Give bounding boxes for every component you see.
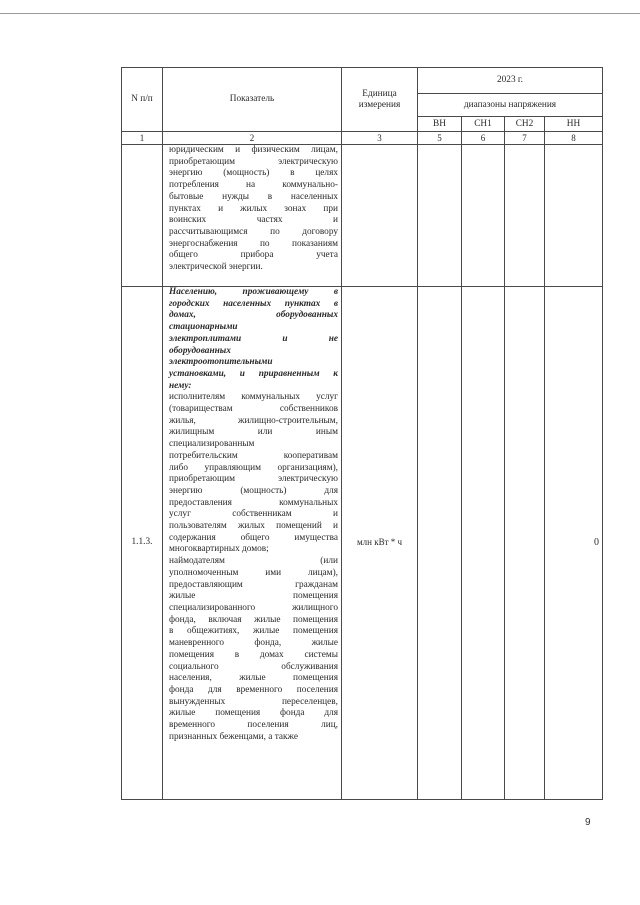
value-cell-sn1 bbox=[462, 145, 505, 287]
value-cell-nn bbox=[545, 145, 603, 287]
description-line: уполномоченным ими лицам), bbox=[169, 567, 338, 578]
description-line: жилые помещения bbox=[169, 591, 338, 602]
description-line: электроплитами и не bbox=[169, 333, 338, 344]
indicator-description bbox=[163, 287, 342, 800]
tariff-table bbox=[121, 67, 603, 800]
unit-cell bbox=[342, 145, 418, 287]
column-number: 1 bbox=[122, 132, 163, 145]
value-cell-nn: 0 bbox=[545, 287, 603, 800]
column-number: 8 bbox=[545, 132, 603, 145]
description-line: домах, оборудованных bbox=[169, 310, 338, 321]
description-line: пунктах и жилых зонах при bbox=[169, 203, 338, 214]
description-line: бытовые нужды в населенных bbox=[169, 191, 338, 202]
row-number: 1.1.3. bbox=[122, 287, 163, 800]
description-line: энергию (мощность) для bbox=[169, 485, 338, 496]
description-line: маневренного фонда, жилые bbox=[169, 638, 338, 649]
description-line: нему: bbox=[169, 380, 192, 391]
value-cell-sn1 bbox=[462, 287, 505, 800]
column-number: 6 bbox=[462, 132, 505, 145]
description-line: городских населенных пунктах в bbox=[169, 298, 338, 309]
description-line: жилищным или иным bbox=[169, 427, 338, 438]
description-line: временного поселения лиц, bbox=[169, 720, 338, 731]
description-line: специализированного жилищного bbox=[169, 602, 338, 613]
header-range-vn: ВН bbox=[418, 117, 462, 132]
description-line: наймодателям (или bbox=[169, 556, 338, 567]
description-line: социального обслуживания bbox=[169, 661, 338, 672]
description-line: приобретающим электрическую bbox=[169, 474, 338, 485]
description-line: жилые помещения фонда для bbox=[169, 708, 338, 719]
description-line: энергоснабжения по показаниям bbox=[169, 238, 338, 249]
column-number-row bbox=[122, 132, 603, 145]
description-line: в общежитиях, жилые помещения bbox=[169, 626, 338, 637]
description-line: юридическим и физическим лицам, bbox=[169, 145, 338, 155]
description-line: энергию (мощность) в целях bbox=[169, 168, 338, 179]
value-cell-vn bbox=[418, 145, 462, 287]
column-number: 3 bbox=[342, 132, 418, 145]
description-line: жилья, жилищно-строительным, bbox=[169, 415, 338, 426]
header-number: N п/п bbox=[122, 68, 163, 132]
description-line: приобретающим электрическую bbox=[169, 156, 338, 167]
page-number: 9 bbox=[585, 817, 591, 828]
description-line: предоставления коммунальных bbox=[169, 497, 338, 508]
description-line: рассчитывающимся по договору bbox=[169, 226, 338, 237]
description-line: установками, и приравненным к bbox=[169, 368, 338, 379]
description-line: вынужденных переселенцев, bbox=[169, 696, 338, 707]
description-line: стационарными bbox=[169, 322, 238, 333]
description-line: потребления на коммунально- bbox=[169, 180, 338, 191]
header-range-sn1: СН1 bbox=[462, 117, 505, 132]
top-rule bbox=[0, 13, 640, 14]
description-line: потребительским кооперативам bbox=[169, 450, 338, 461]
header-year: 2023 г. bbox=[418, 68, 603, 94]
table-row bbox=[122, 145, 603, 287]
table-row bbox=[122, 287, 603, 800]
description-line: предоставляющим гражданам bbox=[169, 579, 338, 590]
row-number-cell bbox=[122, 145, 163, 287]
description-line: услуг собственникам и bbox=[169, 509, 338, 520]
description-line: либо управляющим организациям), bbox=[169, 462, 338, 473]
header-range-sn2: СН2 bbox=[505, 117, 545, 132]
header-unit: Единица измерения bbox=[342, 68, 418, 132]
description-line: воинских частях и bbox=[169, 215, 338, 226]
column-number: 5 bbox=[418, 132, 462, 145]
description-line: (товариществам собственников bbox=[169, 404, 338, 415]
unit-cell: млн кВт * ч bbox=[342, 287, 418, 800]
value-cell-sn2 bbox=[505, 145, 545, 287]
column-number: 7 bbox=[505, 132, 545, 145]
description-line: признанных беженцами, а также bbox=[169, 731, 298, 742]
description-line: населения, жилые помещения bbox=[169, 673, 338, 684]
description-line: содержания общего имущества bbox=[169, 532, 338, 543]
header-voltage-ranges: диапазоны напряжения bbox=[418, 94, 603, 117]
column-number: 2 bbox=[163, 132, 342, 145]
value-cell-vn bbox=[418, 287, 462, 800]
description-line: Населению, проживающему в bbox=[169, 287, 338, 297]
description-line: исполнителям коммунальных услуг bbox=[169, 392, 338, 403]
description-line: фонда, включая жилые помещения bbox=[169, 614, 338, 625]
description-line: специализированным bbox=[169, 439, 255, 450]
description-line: оборудованных bbox=[169, 345, 231, 356]
header-indicator: Показатель bbox=[163, 68, 342, 132]
description-line: многоквартирных домов; bbox=[169, 544, 269, 555]
header-range-nn: НН bbox=[545, 117, 603, 132]
description-line: электрической энергии. bbox=[169, 262, 263, 273]
description-line: помещения в домах системы bbox=[169, 649, 338, 660]
description-line: пользователям жилых помещений и bbox=[169, 521, 338, 532]
description-line: общего прибора учета bbox=[169, 250, 338, 261]
description-line: фонда для временного поселения bbox=[169, 684, 338, 695]
indicator-description bbox=[163, 145, 342, 287]
description-line: электроотопительными bbox=[169, 357, 273, 368]
value-cell-sn2 bbox=[505, 287, 545, 800]
